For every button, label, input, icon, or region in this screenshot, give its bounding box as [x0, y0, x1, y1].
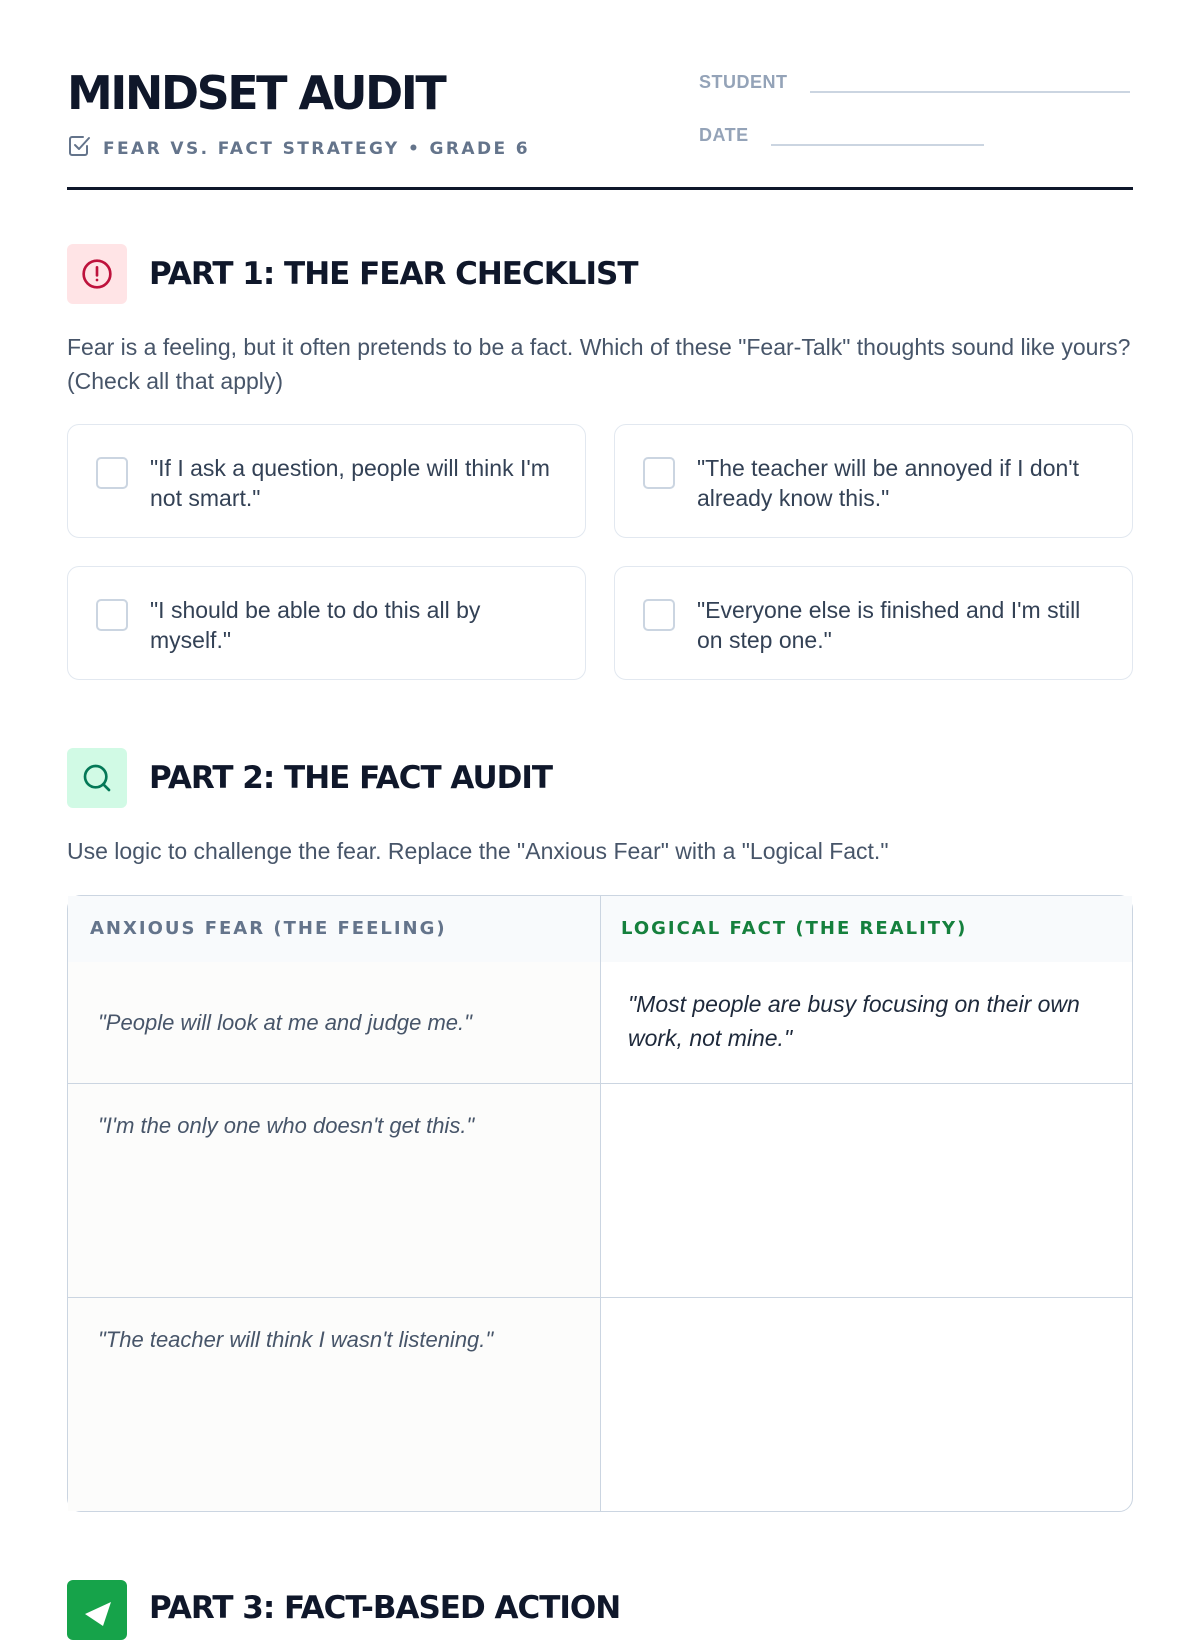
- part2-heading: [67, 748, 552, 808]
- fear-checklist: [67, 424, 1133, 680]
- worksheet-header: [67, 0, 1133, 190]
- table-header: [68, 896, 1132, 962]
- fact-cell[interactable]: [601, 1084, 1132, 1297]
- table-row: [68, 1297, 1132, 1511]
- checkbox-icon: [67, 134, 91, 163]
- fact-audit-table: [67, 895, 1133, 1512]
- part2-title: PART 2: THE FACT AUDIT: [149, 760, 553, 796]
- fear-cell: [68, 1298, 601, 1511]
- fear-cell: [68, 1084, 601, 1297]
- checklist-item[interactable]: [67, 566, 586, 680]
- subtitle-text: FEAR VS. FACT STRATEGY • GRADE 6: [103, 138, 531, 159]
- fact-cell[interactable]: [601, 962, 1132, 1083]
- table-row: [68, 962, 1132, 1083]
- worksheet-page: [67, 0, 1133, 1626]
- student-field: [699, 72, 1130, 93]
- student-label: STUDENT: [699, 72, 788, 92]
- fear-cell: [68, 962, 601, 1083]
- date-field: [699, 125, 984, 146]
- alert-circle-icon: [67, 244, 127, 304]
- part1-intro: Fear is a feeling, but it often pretends to be a fact. Which of these "Fear-Talk" thoughts sound like yours? (Check all that apply): [67, 334, 1131, 394]
- fear-text: "People will look at me and judge me.": [98, 1009, 472, 1035]
- date-label: DATE: [699, 125, 749, 145]
- checklist-checkbox[interactable]: [96, 599, 128, 631]
- checklist-checkbox[interactable]: [96, 457, 128, 489]
- send-icon: [67, 1580, 127, 1640]
- page-subtitle: [67, 134, 530, 163]
- part3-title: PART 3: FACT-BASED ACTION: [149, 1590, 621, 1626]
- checklist-item-text: "The teacher will be annoyed if I don't already know this.": [697, 455, 1080, 511]
- search-icon: [67, 748, 127, 808]
- student-name-line[interactable]: [810, 73, 1130, 93]
- fear-text: "The teacher will think I wasn't listening.": [98, 1327, 494, 1352]
- checklist-item-text: "Everyone else is finished and I'm still on step one.": [697, 597, 1081, 653]
- fact-text: "Most people are busy focusing on their own work, not mine.": [628, 991, 1080, 1051]
- part1-title: PART 1: THE FEAR CHECKLIST: [149, 256, 638, 292]
- checklist-item[interactable]: [614, 424, 1133, 538]
- table-row: [68, 1083, 1132, 1297]
- part3-heading: [67, 1580, 620, 1640]
- part1-heading: [67, 244, 638, 304]
- checklist-item-text: "I should be able to do this all by myself.": [150, 597, 481, 653]
- page-title: MINDSET AUDIT: [67, 66, 445, 120]
- part2-intro: Use logic to challenge the fear. Replace the "Anxious Fear" with a "Logical Fact.": [67, 838, 889, 864]
- checklist-checkbox[interactable]: [643, 599, 675, 631]
- date-line[interactable]: [771, 126, 984, 146]
- checklist-item-text: "If I ask a question, people will think I'm not smart.": [150, 455, 550, 511]
- checklist-item[interactable]: [67, 424, 586, 538]
- checklist-checkbox[interactable]: [643, 457, 675, 489]
- column-header-fear: ANXIOUS FEAR (THE FEELING): [68, 896, 601, 962]
- column-header-fact: LOGICAL FACT (THE REALITY): [621, 918, 968, 939]
- checklist-item[interactable]: [614, 566, 1133, 680]
- fear-text: "I'm the only one who doesn't get this.": [98, 1113, 475, 1138]
- fact-cell[interactable]: [601, 1298, 1132, 1511]
